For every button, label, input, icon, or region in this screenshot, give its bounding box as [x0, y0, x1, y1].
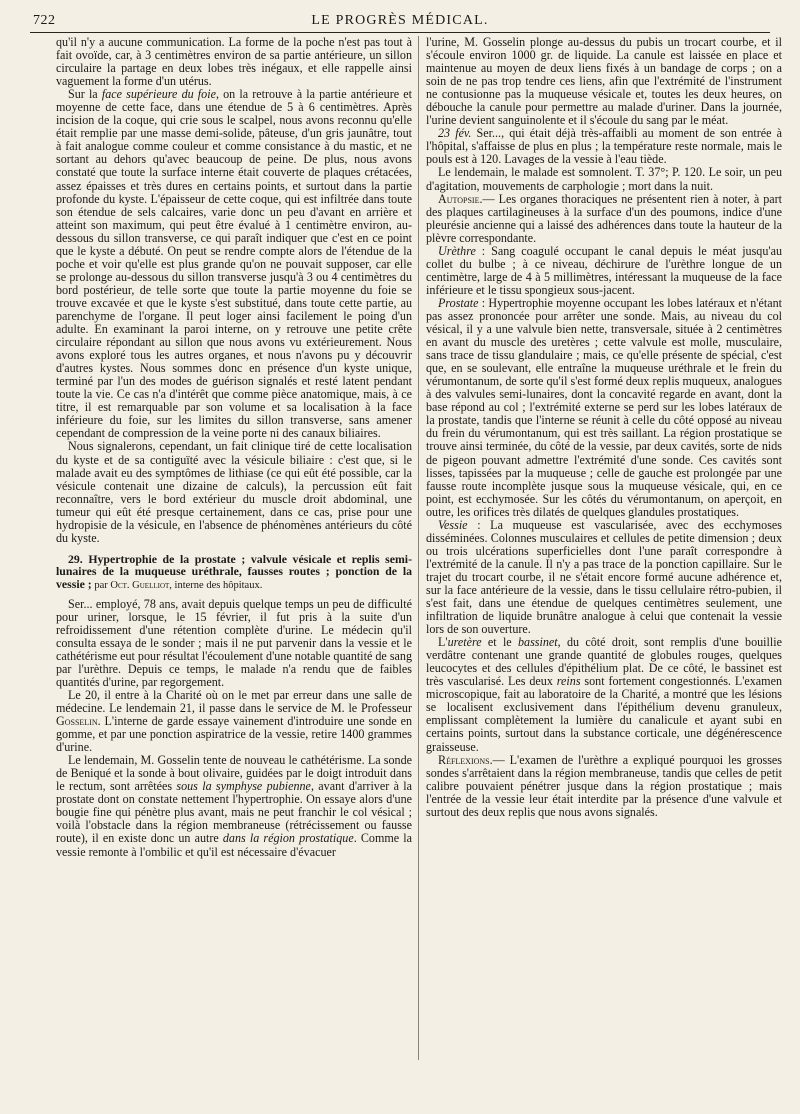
section-lead: Autopsie. — [438, 191, 483, 206]
paragraph: Le 20, il entre à la Charité où on le met par erreur dans une salle de médecine. Le lendemain 21, il passe dans le service de M. le Professeur Gosselin. L'interne de garde essaye vainement d'introduire une sonde en gomme, et par une ponction aspiratrice de la vessie, retire 1400 grammes d'urine. — [56, 687, 412, 755]
page-number: 722 — [33, 13, 56, 28]
page-header — [30, 10, 770, 33]
observation-title: 29. Hypertrophie de la prostate ; valvule vésicale et replis semi-lunaires de la muqueuse uréthrale, fausses routes ; ponction de la vessie ; par Oct. Guelliot, interne des hôpitaux. — [56, 551, 412, 592]
observation-heading: Hypertrophie de la prostate ; valvule vésicale et replis semi-lunaires de la muqueuse uréthrale, fausses routes ; ponction de la vessie ; — [56, 551, 412, 592]
paragraph: Prostate : Hypertrophie moyenne occupant les lobes latéraux et n'étant pas assez prononcée pour arrêter une sonde. Mais, au niveau du col vésical, il y a une valvule bien nette, transversale, située à 2 centimètres en avant du muscle des uretères ; cette valvule est molle, musculaire, sans trace de tissu glandulaire ; mais, ce qu'elle présente de spécial, c'est que, en se soulevant, elle entraîne la muqueuse uréthrale et le frein du vérumontanum, de sorte qu'il s'est formé deux replis muqueux, analogues à des valvules semi-lunaires, dont la concavité regarde en avant, dont la base répond au col ; l'extrémité externe se perd sur les lobes latéraux de la prostate, tandis que l'interne se réunit à celle du côté opposé au niveau du frein du vérumontanum, qui est très saillant. La région prostatique se trouve ainsi terminée, du côté de la vessie, par deux cavités, sorte de nids de pigeon pouvant admettre l'extrémité d'une sonde. Ces cavités sont lisses, tapissées par la muqueuse ; celle de gauche est prolongée par une fausse route incomplète jusque sous la muqueuse vésicale, qui, en ce point, est ecchymosée. Sur les côtés du vérumontanum, on aperçoit, en outre, les orifices très dilatés de quelques glandules prostatiques. — [426, 295, 782, 519]
paragraph: Nous signalerons, cependant, un fait clinique tiré de cette localisation du kyste et de sa contiguïté avec la vésicule biliaire : c'est que, si le malade avait eu des symptômes de lithiase (ce qui eût été possible, car la vésicule contenait une dizaine de calculs), la percussion eût fait reconnaître, vers le bord extérieur du muscle droit abdominal, une tumeur qui eût été presque certainement, dans ce cas, prise pour une hydropisie de la vésicule, en l'absence de phénomènes antérieurs du côté du kyste. — [56, 439, 412, 545]
author-affiliation: , interne des hôpitaux. — [169, 580, 263, 592]
paragraph: Le lendemain, le malade est somnolent. T. 37°; P. 120. Le soir, un peu d'agitation, mouvements de carphologie ; mort dans la nuit. — [426, 165, 782, 193]
right-column — [426, 36, 782, 1100]
column-divider — [418, 36, 419, 1060]
author-name: Oct. Guelliot — [110, 580, 170, 592]
section-lead: Prostate — [438, 295, 479, 310]
running-head: LE PROGRÈS MÉDICAL. — [311, 13, 489, 28]
section-lead: Vessie — [438, 517, 468, 532]
paragraph: Urèthre : Sang coagulé occupant le canal depuis le méat jusqu'au collet du bulbe ; à ce niveau, déchirure de l'urèthre longue de un centimètre, large de 4 à 5 millimètres, intéressant la muqueuse de la face inférieure et le tissu spongieux sous-jacent. — [426, 243, 782, 297]
left-column — [56, 36, 412, 1100]
paragraph: 23 fév. Ser..., qui était déjà très-affaibli au moment de son entrée à l'hôpital, s'affaisse de plus en plus ; la température reste normale, mais le pouls est à 120. Lavages de la vessie à l'eau tiède. — [426, 126, 782, 167]
observation-number: 29. — [68, 551, 83, 566]
paragraph: qu'il n'y a aucune communication. La forme de la poche n'est pas tout à fait ovoïde, car, à 3 centimètres environ de sa partie antérieure, un sillon circulaire la partage en deux lobes très inégaux, et elle rappelle ainsi vaguement la forme d'un utérus. — [56, 36, 412, 89]
section-lead: Urèthre — [438, 243, 476, 258]
paragraph: Le lendemain, M. Gosselin tente de nouveau le cathétérisme. La sonde de Beniqué et la sonde à bout olivaire, guidées par le doigt introduit dans le rectum, sont arrêtées sous la symphyse pubienne, avant d'arriver à la prostate dont on constate nettement l'hypertrophie. On essaye alors d'une bougie fine qui pénètre plus avant, mais ne peut franchir le col vésical ; voilà l'obstacle dans la région membraneuse (rétrécissement ou fausse route), il en existe donc un autre dans la région prostatique. Comme la vessie remonte à l'ombilic et qu'il est nécessaire d'évacuer — [56, 753, 412, 859]
paragraph: Autopsie.— Les organes thoraciques ne présentent rien à noter, à part des plaques cartilagineuses à la surface d'un des poumons, indice d'une pleurésie ancienne qui a laissé des adhérences dans toute la hauteur de la plèvre correspondante. — [426, 191, 782, 245]
paragraph: Vessie : La muqueuse est vascularisée, avec des ecchymoses disséminées. Colonnes musculaires et cellules de petite dimension ; deux ou trois ulcérations superficielles dont l'une paraît correspondre à l'extrémité de la canule. Il n'y a pas trace de la ponction capillaire. Sur le trajet du trocart courbe, il ne s'était encore formé aucune adhérence et, sur la face antérieure de la vessie, dans le tissu cellulaire rétro-pubien, il s'est fait, dans une étendue de quelques centimètres seulement, une infiltration de liquide brunâtre analogue à celui que contenait la vessie lors de son ouverture. — [426, 517, 782, 637]
paragraph: Réflexions.— L'examen de l'urèthre a expliqué pourquoi les grosses sondes s'arrêtaient dans la région membraneuse, tandis que celles de petit calibre pouvaient pénétrer jusque dans la région prostatique ; mais l'entrée de la vessie leur était interdite par la présence d'une valvule et surtout des deux replis que nous avons signalés. — [426, 752, 782, 819]
paragraph: Ser... employé, 78 ans, avait depuis quelque temps un peu de difficulté pour uriner, lorsque, le 15 février, il fut pris à la suite d'un refroidissement d'une rétention complète d'urine. Le médecin qu'il consulta essaya de le sonder ; mais il ne put parvenir dans la vessie et le cathétérisme eut pour résultat l'écoulement d'une notable quantité de sang par l'urèthre. Depuis ce temps, le malade n'a rendu que de faibles quantités d'urine, par regorgement. — [56, 596, 412, 689]
paragraph: l'urine, M. Gosselin plonge au-dessus du pubis un trocart courbe, et il s'écoule environ 1000 gr. de liquide. La canule est laissée en place et maintenue au moyen de deux liens fixés à un bandage de corps ; on a soin de ne pas trop tendre ces liens, afin que l'extrémité de l'instrument ne contusionne pas la muqueuse vésicale et, toutes les deux heures, on débouche la canule pour permettre au malade d'uriner. Dans la journée, l'urine devient sanguinolente et il s'écoule du sang par le méat. — [426, 36, 782, 128]
paragraph: L'uretère et le bassinet, du côté droit, sont remplis d'une bouillie verdâtre contenant une grande quantité de globules rouges, quelques leucocytes et des cellules d'épithélium plat. De ce côté, le bassinet est très vascularisé. Les deux reins sont fortement congestionnés. L'examen microscopique, fait au laboratoire de la Charité, a montré que les lésions se localisent exclusivement dans l'épithélium devenu granuleux, emplissant complètement la lumière du canalicule et ayant subi en certains points, surtout dans la substance corticale, une dégénérescence graisseuse. — [426, 635, 782, 754]
section-lead: Réflexions. — [438, 752, 493, 767]
paragraph: Sur la face supérieure du foie, on la retrouve à la partie antérieure et moyenne de cette face, dans une étendue de 5 à 6 centimètres. Après incision de la coque, qui crie sous le scalpel, nous avons reconnu qu'elle était remplie par une masse demi-solide, pâteuse, d'un gris jaunâtre, tout à fait analogue comme couleur et comme consistance à du mastic, et ne sortant au dehors qu'avec beaucoup de peine. De plus, nous avons constaté que toute la surface interne était couverte de plaques crétacées, assez épaisses et très dures en certains points, et surtout dans la partie profonde du kyste. L'épaisseur de cette coque, qui est infiltrée dans toute son étendue de sels calcaires, varie donc un peu d'avant en arrière et atteint son maximum, qui peut être évalué à 1 centimètre environ, au-dessous du sillon transverse, ce qui paraît indiquer que c'est en ce point que le kyste a débuté. On peut se rendre compte alors de l'étendue de la poche et voir qu'elle est plus grande qu'on ne pouvait supposer, car elle se prolonge au-dessous du sillon transverse jusqu'à 3 ou 4 centimètres du bord postérieur, de telle sorte que toute la partie moyenne du foie se trouve excavée et que le kyste s'est substitué, dans toute cette partie, au parenchyme de l'organe. Il peut loger ainsi facilement le poing d'un adulte. En examinant la paroi interne, on y retrouve une petite crête circulaire répondant au sillon que nous avons vu extérieurement. Nous avons exploré tous les autres organes, et nous n'avons pu y découvrir d'autres kystes. Nous sommes donc en présence d'un kyste unique, terminé par l'un des modes de guérison signalés et resté latent pendant toute la vie. Ce cas n'a d'intérêt que comme pièce anatomique, mais, à ce titre, il est remarquable par son volume et sa localisation à la face inférieure du foie, sur les limites du sillon transverse, sans amener cependant de compression de la veine porte ni des canaux biliaires. — [56, 87, 412, 441]
